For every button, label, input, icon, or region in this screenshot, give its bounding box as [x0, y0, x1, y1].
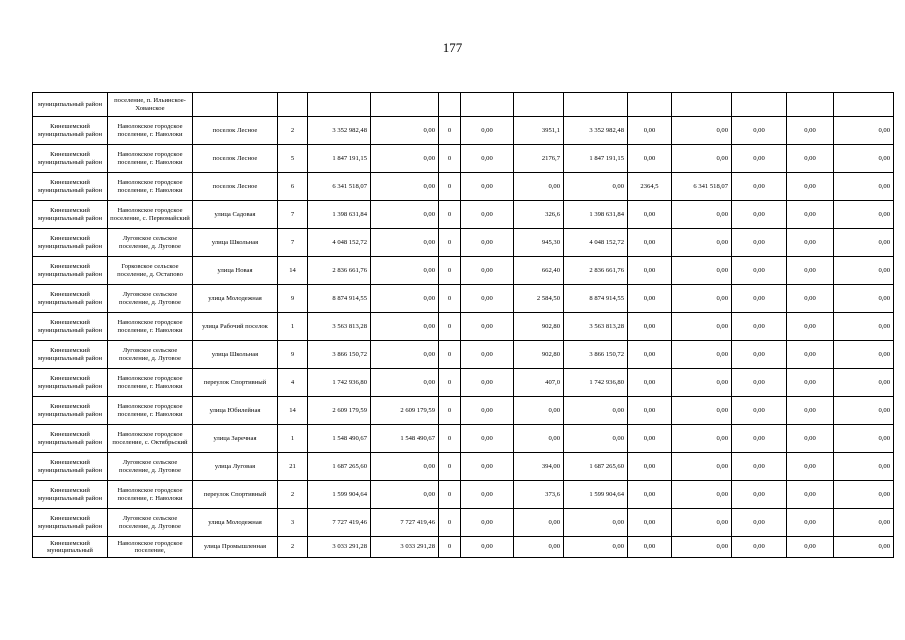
cell-c9: 0,00 — [732, 117, 787, 145]
cell-mun: Кинешемский муниципальный район — [33, 341, 108, 369]
cell-street: улица Юбилейная — [193, 397, 278, 425]
cell-street: улица Рабочий поселок — [193, 313, 278, 341]
cell-mun: Кинешемский муниципальный район — [33, 257, 108, 285]
cell-c10: 0,00 — [787, 285, 834, 313]
cell-c3: 0 — [439, 229, 461, 257]
cell-c2: 0,00 — [371, 369, 439, 397]
cell-c6: 3 563 813,28 — [564, 313, 628, 341]
cell-c2 — [371, 93, 439, 117]
cell-c1: 1 398 631,84 — [308, 201, 371, 229]
cell-c11: 0,00 — [834, 481, 894, 509]
cell-c9: 0,00 — [732, 425, 787, 453]
cell-settlement: Наволокское городское поселение, г. Наволоки — [108, 145, 193, 173]
cell-c10: 0,00 — [787, 369, 834, 397]
cell-c8: 0,00 — [672, 341, 732, 369]
cell-mun: муниципальный район — [33, 93, 108, 117]
cell-c11: 0,00 — [834, 313, 894, 341]
cell-c11: 0,00 — [834, 397, 894, 425]
cell-c8: 0,00 — [672, 397, 732, 425]
cell-c7: 0,00 — [628, 369, 672, 397]
cell-c4: 0,00 — [461, 145, 514, 173]
cell-c11: 0,00 — [834, 341, 894, 369]
cell-c4: 0,00 — [461, 229, 514, 257]
cell-c3: 0 — [439, 397, 461, 425]
cell-c5: 662,40 — [514, 257, 564, 285]
cell-c2: 1 548 490,67 — [371, 425, 439, 453]
cell-c5: 2176,7 — [514, 145, 564, 173]
table-row — [33, 313, 894, 341]
cell-c8: 0,00 — [672, 425, 732, 453]
cell-c9: 0,00 — [732, 481, 787, 509]
cell-c9: 0,00 — [732, 257, 787, 285]
table-row — [33, 537, 894, 558]
cell-c2: 0,00 — [371, 229, 439, 257]
cell-c8 — [672, 93, 732, 117]
cell-c11: 0,00 — [834, 369, 894, 397]
table-row — [33, 145, 894, 173]
cell-c10: 0,00 — [787, 397, 834, 425]
cell-c8: 0,00 — [672, 481, 732, 509]
table-row — [33, 341, 894, 369]
cell-house: 7 — [278, 201, 308, 229]
cell-c10: 0,00 — [787, 117, 834, 145]
cell-c11: 0,00 — [834, 201, 894, 229]
cell-street: улица Молодежная — [193, 509, 278, 537]
cell-c9: 0,00 — [732, 537, 787, 558]
table-row — [33, 257, 894, 285]
cell-settlement: Наволокское городское поселение, г. Наволоки — [108, 397, 193, 425]
cell-c2: 3 033 291,28 — [371, 537, 439, 558]
cell-c11: 0,00 — [834, 285, 894, 313]
cell-c7: 0,00 — [628, 145, 672, 173]
cell-c5: 902,80 — [514, 313, 564, 341]
cell-mun: Кинешемский муниципальный район — [33, 313, 108, 341]
cell-c6: 3 352 982,48 — [564, 117, 628, 145]
cell-street: улица Заречная — [193, 425, 278, 453]
cell-settlement: Горковское сельское поселение, д. Остапово — [108, 257, 193, 285]
cell-c7: 0,00 — [628, 285, 672, 313]
cell-street: поселок Лесное — [193, 173, 278, 201]
cell-c1: 3 563 813,28 — [308, 313, 371, 341]
cell-street — [193, 93, 278, 117]
cell-c10: 0,00 — [787, 257, 834, 285]
cell-settlement: Наволокское городское поселение, г. Наволоки — [108, 313, 193, 341]
cell-c9: 0,00 — [732, 369, 787, 397]
cell-c10: 0,00 — [787, 509, 834, 537]
cell-mun: Кинешемский муниципальный район — [33, 397, 108, 425]
cell-c2: 0,00 — [371, 173, 439, 201]
cell-house: 2 — [278, 117, 308, 145]
cell-c1 — [308, 93, 371, 117]
table-row — [33, 201, 894, 229]
cell-c11: 0,00 — [834, 173, 894, 201]
cell-c4: 0,00 — [461, 313, 514, 341]
cell-house: 1 — [278, 313, 308, 341]
cell-house — [278, 93, 308, 117]
cell-c1: 3 033 291,28 — [308, 537, 371, 558]
cell-house: 14 — [278, 397, 308, 425]
cell-c11: 0,00 — [834, 229, 894, 257]
cell-c5: 407,0 — [514, 369, 564, 397]
page-number: 177 — [442, 40, 463, 55]
cell-c8: 0,00 — [672, 145, 732, 173]
cell-c4: 0,00 — [461, 481, 514, 509]
cell-c8: 0,00 — [672, 117, 732, 145]
cell-c6: 1 847 191,15 — [564, 145, 628, 173]
cell-c3: 0 — [439, 481, 461, 509]
cell-street: переулок Спортивный — [193, 369, 278, 397]
cell-c7: 0,00 — [628, 117, 672, 145]
cell-c8: 0,00 — [672, 257, 732, 285]
table-row — [33, 397, 894, 425]
cell-c6: 0,00 — [564, 537, 628, 558]
cell-c10: 0,00 — [787, 537, 834, 558]
cell-c4: 0,00 — [461, 257, 514, 285]
cell-c9: 0,00 — [732, 229, 787, 257]
table-row — [33, 285, 894, 313]
cell-c2: 2 609 179,59 — [371, 397, 439, 425]
cell-c1: 3 352 982,48 — [308, 117, 371, 145]
cell-house: 2 — [278, 537, 308, 558]
cell-street: улица Садовая — [193, 201, 278, 229]
cell-house: 3 — [278, 509, 308, 537]
cell-c4: 0,00 — [461, 453, 514, 481]
cell-c11: 0,00 — [834, 257, 894, 285]
cell-c11: 0,00 — [834, 145, 894, 173]
cell-c8: 6 341 518,07 — [672, 173, 732, 201]
cell-street: улица Школьная — [193, 341, 278, 369]
cell-c1: 6 341 518,07 — [308, 173, 371, 201]
cell-c7: 0,00 — [628, 257, 672, 285]
cell-c7: 0,00 — [628, 201, 672, 229]
cell-c5: 326,6 — [514, 201, 564, 229]
cell-settlement: Наволокское городское поселение, с. Первомайский — [108, 201, 193, 229]
cell-c6: 0,00 — [564, 425, 628, 453]
cell-c6: 0,00 — [564, 509, 628, 537]
cell-c3: 0 — [439, 425, 461, 453]
cell-c7: 0,00 — [628, 509, 672, 537]
cell-mun: Кинешемский муниципальный район — [33, 229, 108, 257]
cell-c11 — [834, 93, 894, 117]
cell-c6: 0,00 — [564, 173, 628, 201]
cell-house: 4 — [278, 369, 308, 397]
cell-c11: 0,00 — [834, 425, 894, 453]
cell-mun: Кинешемский муниципальный район — [33, 117, 108, 145]
cell-street: улица Школьная — [193, 229, 278, 257]
cell-mun: Кинешемский муниципальный район — [33, 369, 108, 397]
cell-c4: 0,00 — [461, 397, 514, 425]
cell-c5: 0,00 — [514, 173, 564, 201]
cell-c3: 0 — [439, 369, 461, 397]
cell-house: 5 — [278, 145, 308, 173]
cell-c1: 4 048 152,72 — [308, 229, 371, 257]
cell-c11: 0,00 — [834, 117, 894, 145]
cell-c6: 3 866 150,72 — [564, 341, 628, 369]
cell-c5: 0,00 — [514, 397, 564, 425]
cell-c9: 0,00 — [732, 341, 787, 369]
cell-c8: 0,00 — [672, 313, 732, 341]
cell-street: поселок Лесное — [193, 117, 278, 145]
cell-settlement: Луговское сельское поселение, д. Луговое — [108, 341, 193, 369]
cell-c6 — [564, 93, 628, 117]
cell-mun: Кинешемский муниципальный район — [33, 509, 108, 537]
cell-c5: 0,00 — [514, 509, 564, 537]
cell-c5: 3951,1 — [514, 117, 564, 145]
cell-mun: Кинешемский муниципальный район — [33, 453, 108, 481]
cell-c9: 0,00 — [732, 453, 787, 481]
cell-c2: 0,00 — [371, 117, 439, 145]
cell-c3: 0 — [439, 257, 461, 285]
cell-c7: 0,00 — [628, 481, 672, 509]
cell-c6: 1 398 631,84 — [564, 201, 628, 229]
cell-c9: 0,00 — [732, 145, 787, 173]
cell-c5: 0,00 — [514, 537, 564, 558]
cell-house: 14 — [278, 257, 308, 285]
cell-street: переулок Спортивный — [193, 481, 278, 509]
cell-c5: 2 584,50 — [514, 285, 564, 313]
table-row — [33, 117, 894, 145]
cell-c4 — [461, 93, 514, 117]
cell-c7: 0,00 — [628, 229, 672, 257]
cell-c1: 1 687 265,60 — [308, 453, 371, 481]
cell-c5: 394,00 — [514, 453, 564, 481]
cell-c4: 0,00 — [461, 285, 514, 313]
cell-street: улица Молодежная — [193, 285, 278, 313]
cell-c9 — [732, 93, 787, 117]
cell-c3: 0 — [439, 285, 461, 313]
cell-c1: 8 874 914,55 — [308, 285, 371, 313]
cell-house: 9 — [278, 341, 308, 369]
cell-c8: 0,00 — [672, 285, 732, 313]
cell-mun: Кинешемский муниципальный район — [33, 285, 108, 313]
cell-c1: 2 609 179,59 — [308, 397, 371, 425]
cell-c10: 0,00 — [787, 145, 834, 173]
cell-c2: 0,00 — [371, 257, 439, 285]
cell-house: 9 — [278, 285, 308, 313]
cell-c8: 0,00 — [672, 537, 732, 558]
cell-c7: 0,00 — [628, 537, 672, 558]
cell-c9: 0,00 — [732, 173, 787, 201]
cell-c7: 2364,5 — [628, 173, 672, 201]
cell-c1: 1 847 191,15 — [308, 145, 371, 173]
cell-c7: 0,00 — [628, 341, 672, 369]
cell-c10: 0,00 — [787, 425, 834, 453]
cell-c2: 0,00 — [371, 453, 439, 481]
cell-c7: 0,00 — [628, 425, 672, 453]
cell-c10 — [787, 93, 834, 117]
cell-c10: 0,00 — [787, 453, 834, 481]
housing-register-table — [32, 92, 894, 558]
cell-c3: 0 — [439, 537, 461, 558]
cell-c4: 0,00 — [461, 537, 514, 558]
cell-c2: 0,00 — [371, 341, 439, 369]
cell-house: 2 — [278, 481, 308, 509]
cell-settlement: Наволокское городское поселение, г. Наволоки — [108, 117, 193, 145]
cell-c1: 7 727 419,46 — [308, 509, 371, 537]
cell-c1: 1 599 904,64 — [308, 481, 371, 509]
cell-street: поселок Лесное — [193, 145, 278, 173]
cell-c3: 0 — [439, 341, 461, 369]
cell-settlement: Наволокское городское поселение, г. Наволоки — [108, 173, 193, 201]
cell-c3: 0 — [439, 201, 461, 229]
cell-street: улица Луговая — [193, 453, 278, 481]
cell-c3: 0 — [439, 509, 461, 537]
cell-c2: 0,00 — [371, 285, 439, 313]
cell-c10: 0,00 — [787, 341, 834, 369]
cell-c2: 0,00 — [371, 313, 439, 341]
cell-c1: 1 548 490,67 — [308, 425, 371, 453]
cell-c8: 0,00 — [672, 509, 732, 537]
cell-settlement: поселение, п. Ильинское-Хованское — [108, 93, 193, 117]
table-row — [33, 173, 894, 201]
cell-c9: 0,00 — [732, 509, 787, 537]
cell-c10: 0,00 — [787, 313, 834, 341]
table-row — [33, 509, 894, 537]
cell-settlement: Наволокское городское поселение, — [108, 537, 193, 558]
cell-c11: 0,00 — [834, 453, 894, 481]
cell-house: 21 — [278, 453, 308, 481]
cell-c3 — [439, 93, 461, 117]
cell-c5: 945,30 — [514, 229, 564, 257]
cell-house: 7 — [278, 229, 308, 257]
cell-c5 — [514, 93, 564, 117]
cell-street: улица Новая — [193, 257, 278, 285]
table-row — [33, 369, 894, 397]
cell-house: 1 — [278, 425, 308, 453]
cell-c10: 0,00 — [787, 201, 834, 229]
cell-c4: 0,00 — [461, 341, 514, 369]
cell-c9: 0,00 — [732, 397, 787, 425]
cell-c2: 0,00 — [371, 201, 439, 229]
cell-c2: 0,00 — [371, 481, 439, 509]
cell-settlement: Луговское сельское поселение, д. Луговое — [108, 453, 193, 481]
cell-mun: Кинешемский муниципальный район — [33, 201, 108, 229]
cell-mun: Кинешемский муниципальный район — [33, 425, 108, 453]
cell-c1: 1 742 936,80 — [308, 369, 371, 397]
cell-c1: 2 836 661,76 — [308, 257, 371, 285]
cell-c4: 0,00 — [461, 117, 514, 145]
cell-c4: 0,00 — [461, 509, 514, 537]
cell-c8: 0,00 — [672, 453, 732, 481]
cell-c11: 0,00 — [834, 537, 894, 558]
cell-c6: 8 874 914,55 — [564, 285, 628, 313]
cell-c10: 0,00 — [787, 481, 834, 509]
cell-c8: 0,00 — [672, 229, 732, 257]
cell-c8: 0,00 — [672, 201, 732, 229]
cell-c7 — [628, 93, 672, 117]
table-row — [33, 425, 894, 453]
cell-mun: Кинешемский муниципальный район — [33, 173, 108, 201]
cell-settlement: Луговское сельское поселение, д. Луговое — [108, 285, 193, 313]
cell-c2: 7 727 419,46 — [371, 509, 439, 537]
cell-c6: 1 599 904,64 — [564, 481, 628, 509]
cell-c3: 0 — [439, 173, 461, 201]
cell-c3: 0 — [439, 453, 461, 481]
cell-c5: 373,6 — [514, 481, 564, 509]
cell-c7: 0,00 — [628, 453, 672, 481]
cell-mun: Кинешемский муниципальный район — [33, 145, 108, 173]
table-body — [33, 93, 894, 558]
cell-c6: 0,00 — [564, 397, 628, 425]
cell-c10: 0,00 — [787, 173, 834, 201]
cell-c9: 0,00 — [732, 313, 787, 341]
cell-settlement: Луговское сельское поселение, д. Луговое — [108, 509, 193, 537]
cell-settlement: Наволокское городское поселение, г. Наволоки — [108, 369, 193, 397]
cell-c6: 2 836 661,76 — [564, 257, 628, 285]
cell-c2: 0,00 — [371, 145, 439, 173]
cell-c11: 0,00 — [834, 509, 894, 537]
cell-c10: 0,00 — [787, 229, 834, 257]
cell-c3: 0 — [439, 117, 461, 145]
cell-c4: 0,00 — [461, 173, 514, 201]
cell-c4: 0,00 — [461, 369, 514, 397]
cell-street: улица Промышленная — [193, 537, 278, 558]
cell-c9: 0,00 — [732, 285, 787, 313]
table-row — [33, 453, 894, 481]
cell-c6: 1 742 936,80 — [564, 369, 628, 397]
cell-c6: 1 687 265,60 — [564, 453, 628, 481]
cell-c7: 0,00 — [628, 397, 672, 425]
cell-settlement: Луговское сельское поселение, д. Луговое — [108, 229, 193, 257]
cell-c1: 3 866 150,72 — [308, 341, 371, 369]
cell-c3: 0 — [439, 313, 461, 341]
cell-c9: 0,00 — [732, 201, 787, 229]
cell-c6: 4 048 152,72 — [564, 229, 628, 257]
cell-settlement: Наволокское городское поселение, с. Октябрьский — [108, 425, 193, 453]
cell-mun: Кинешемский муниципальный район — [33, 481, 108, 509]
cell-house: 6 — [278, 173, 308, 201]
cell-c7: 0,00 — [628, 313, 672, 341]
cell-mun: Кинешемский муниципальный — [33, 537, 108, 558]
cell-c5: 902,80 — [514, 341, 564, 369]
cell-c4: 0,00 — [461, 425, 514, 453]
cell-c8: 0,00 — [672, 369, 732, 397]
cell-settlement: Наволокское городское поселение, г. Наволоки — [108, 481, 193, 509]
table-row — [33, 481, 894, 509]
table-row — [33, 93, 894, 117]
table-row — [33, 229, 894, 257]
cell-c4: 0,00 — [461, 201, 514, 229]
cell-c3: 0 — [439, 145, 461, 173]
cell-c5: 0,00 — [514, 425, 564, 453]
